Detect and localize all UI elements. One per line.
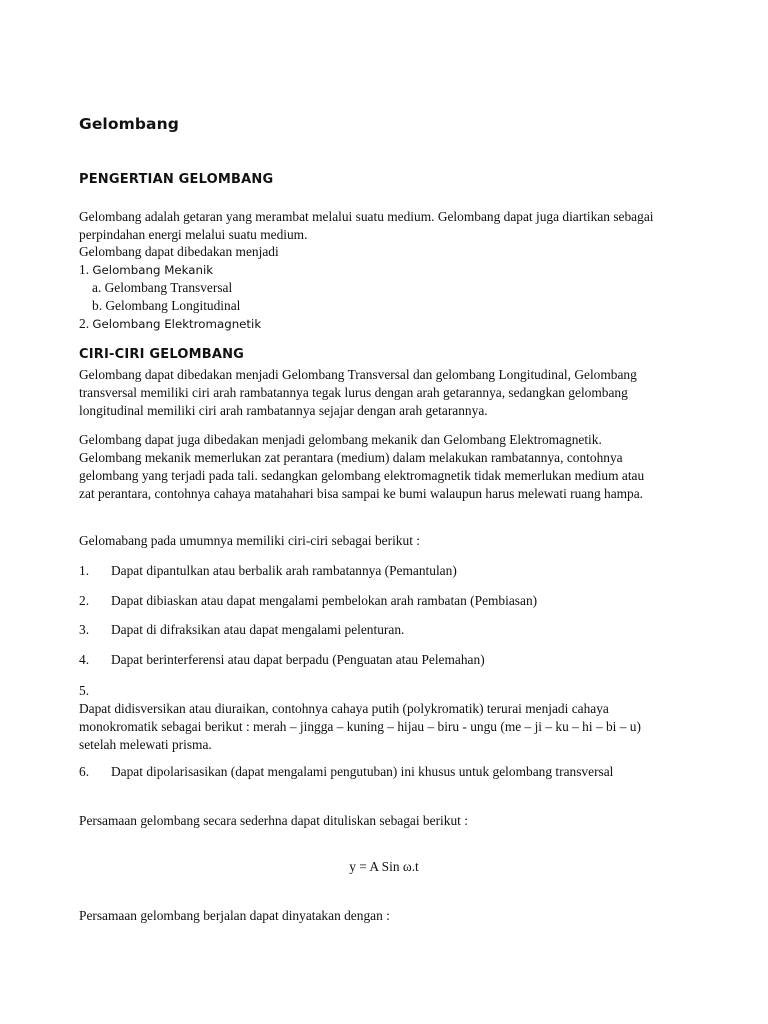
ciri-list-item: [79, 764, 613, 780]
text-line: Gelombang dapat juga dibedakan menjadi gelombang mekanik dan Gelombang Elektromagnetik.: [79, 432, 602, 447]
ciri-list-item: [79, 593, 537, 609]
text-line: perpindahan energi melalui suatu medium.: [79, 227, 308, 242]
traveling-wave-intro: Persamaan gelombang berjalan dapat dinyatakan dengan :: [79, 908, 390, 923]
text-line: gelombang yang terjadi pada tali. sedangkan gelombang elektromagnetik tidak memerlukan medium atau: [79, 468, 645, 483]
text-line: Gelombang dapat dibedakan menjadi Gelombang Transversal dan gelombang Longitudinal, Gelombang: [79, 367, 637, 382]
list-number: 3.: [79, 622, 90, 637]
list-number: 2.: [79, 593, 90, 608]
wave-equation: y = A Sin ω.t: [349, 859, 419, 874]
section-heading-ciri: CIRI-CIRI GELOMBANG: [79, 347, 245, 362]
list-item-label: Gelombang Elektromagnetik: [92, 317, 262, 331]
list-item-text: Dapat dipolarisasikan (dapat mengalami pengutuban) ini khusus untuk gelombang transversal: [111, 764, 614, 779]
equation-intro: Persamaan gelombang secara sederhna dapat dituliskan sebagai berikut :: [79, 813, 468, 828]
list-item-text: Dapat di difraksikan atau dapat mengalami pelenturan.: [111, 622, 405, 637]
list-intro: Gelombang dapat dibedakan menjadi: [79, 244, 279, 259]
text-line: Gelombang adalah getaran yang merambat melalui suatu medium. Gelombang dapat juga diartikan sebagai: [79, 209, 654, 224]
list-number: 4.: [79, 652, 90, 667]
paragraph-mekanik: [79, 431, 699, 503]
list-item: [79, 262, 213, 278]
list-item-label: Gelombang Mekanik: [92, 263, 214, 277]
list-item: [79, 316, 261, 332]
sub-list-item: a. Gelombang Transversal: [92, 280, 233, 295]
list-item-text: Dapat dibiaskan atau dapat mengalami pembelokan arah rambatan (Pembiasan): [111, 593, 538, 608]
list-item-text: Dapat berinterferensi atau dapat berpadu (Penguatan atau Pelemahan): [111, 652, 485, 667]
ciri-list-item-5: [79, 682, 699, 754]
list-number: 6.: [79, 764, 90, 779]
ciri-list-item: [79, 652, 485, 668]
sub-list-item: b. Gelombang Longitudinal: [92, 298, 241, 313]
text-line: longitudinal memiliki ciri arah rambatannya sejajar dengan arah getarannya.: [79, 403, 488, 418]
text-line: Gelombang mekanik memerlukan zat perantara (medium) dalam melakukan rambatannya, contohnya: [79, 450, 623, 465]
paragraph-definition: [79, 208, 699, 244]
list-number: 2.: [79, 316, 90, 331]
text-line: monokromatik sebagai berikut : merah – jingga – kuning – hijau – biru - ungu (me – ji – ku – hi – bi – u): [79, 719, 641, 734]
text-line: setelah melewati prisma.: [79, 737, 212, 752]
list-number: 5.: [79, 683, 90, 698]
page-title: Gelombang: [79, 115, 179, 133]
text-line: [79, 682, 699, 718]
section-heading-pengertian: PENGERTIAN GELOMBANG: [79, 172, 274, 187]
ciri-list-item: [79, 563, 457, 579]
text-line: transversal memiliki ciri arah rambatannya tegak lurus dengan arah getarannya, sedangkan gelombang: [79, 385, 628, 400]
text-line: zat perantara, contohnya cahaya matahahari bisa sampai ke bumi walaupun harus melewati ruang hampa.: [79, 486, 644, 501]
list-number: 1.: [79, 563, 90, 578]
ciri-list-item: [79, 622, 404, 638]
list-item-text: Dapat dipantulkan atau berbalik arah rambatannya (Pemantulan): [111, 563, 457, 578]
list-item-text: Dapat didisversikan atau diuraikan, contohnya cahaya putih (polykromatik) terurai menjadi cahaya: [79, 701, 609, 716]
paragraph-transversal: [79, 366, 699, 420]
list-number: 1.: [79, 262, 90, 277]
ciri-list-intro: Gelomabang pada umumnya memiliki ciri-ciri sebagai berikut :: [79, 533, 420, 548]
